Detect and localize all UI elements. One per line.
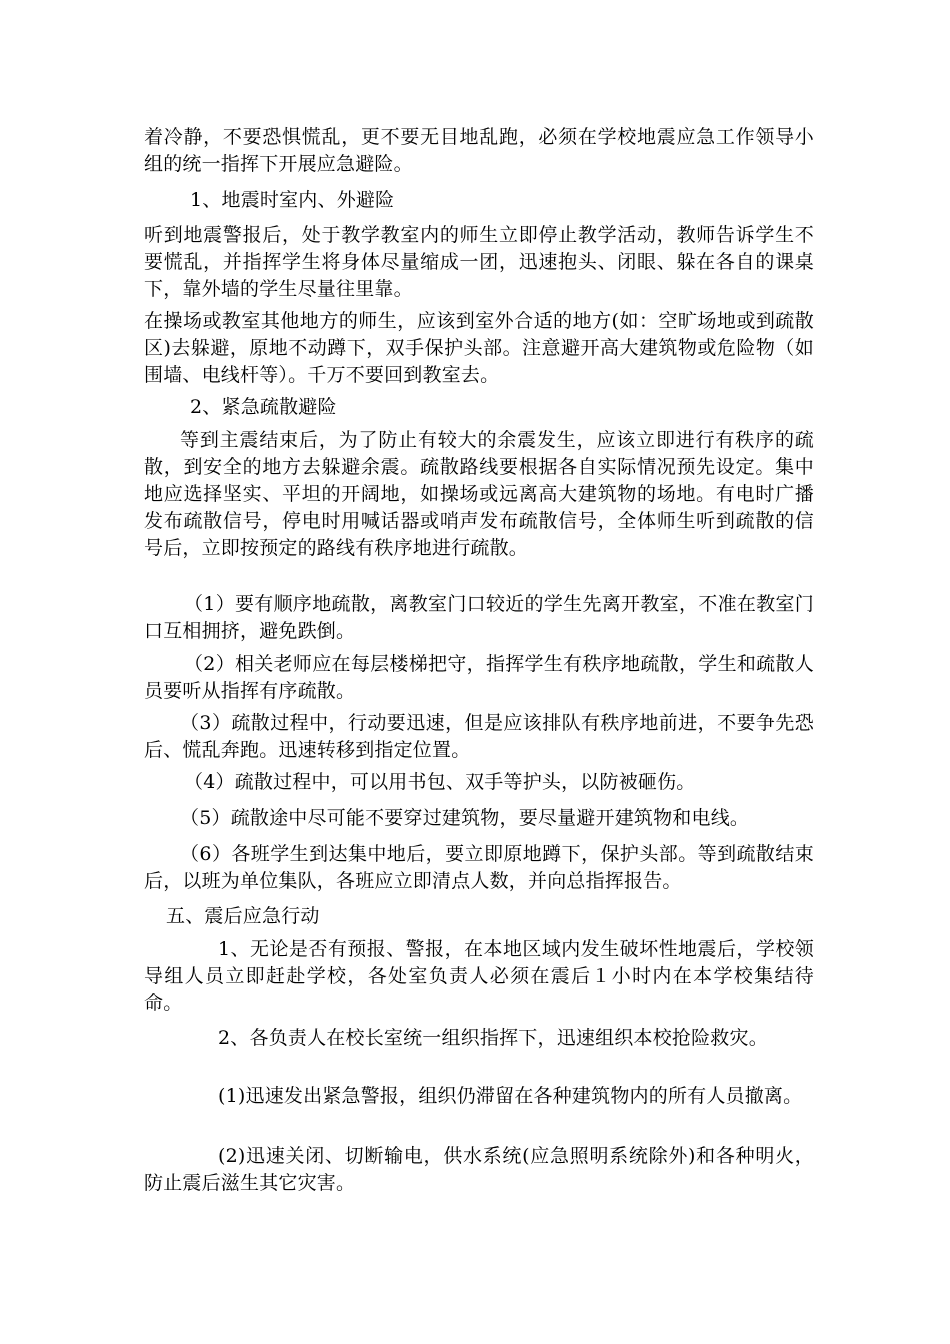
list-item-4: （4）疏散过程中，可以用书包、双手等护头，以防被砸伤。 bbox=[184, 771, 696, 793]
heading-indoor-outdoor: 1、地震时室内、外避险 bbox=[190, 189, 395, 211]
list-item-1: （1）要有顺序地疏散，离教室门口较近的学生先离开教室，不准在教室门口互相拥挤，避免跌倒。 bbox=[144, 593, 814, 642]
paragraph-outdoor: 在操场或教室其他地方的师生，应该到室外合适的地方(如：空旷场地或到疏散区)去躲避，原地不动蹲下，双手保护头部。注意避开高大建筑物或危险物（如围墙、电线杆等）。千万不要回到教室去。 bbox=[144, 310, 814, 386]
heading-post-quake: 五、震后应急行动 bbox=[166, 905, 320, 927]
paragraph-intro: 着冷静，不要恐惧慌乱，更不要无目地乱跑，必须在学校地震应急工作领导小组的统一指挥下开展应急避险。 bbox=[144, 126, 814, 175]
list-item-3: （3）疏散过程中，行动要迅速，但是应该排队有秩序地前进，不要争先恐后、慌乱奔跑。迅速转移到指定位置。 bbox=[144, 712, 814, 761]
paragraph-post-2: 2、各负责人在校长室统一组织指挥下，迅速组织本校抢险救灾。 bbox=[218, 1027, 768, 1049]
paragraph-indoor: 听到地震警报后，处于教学教室内的师生立即停止教学活动，教师告诉学生不要慌乱，并指挥学生将身体尽量缩成一团，迅速抱头、闭眼、躲在各自的课桌下，靠外墙的学生尽量往里靠。 bbox=[144, 224, 814, 300]
heading-evacuation: 2、紧急疏散避险 bbox=[190, 396, 337, 418]
list-item-6: （6）各班学生到达集中地后，要立即原地蹲下，保护头部。等到疏散结束后，以班为单位集队，各班应立即清点人数，并向总指挥报告。 bbox=[144, 843, 814, 892]
paragraph-evacuation: 等到主震结束后，为了防止有较大的余震发生，应该立即进行有秩序的疏散，到安全的地方去躲避余震。疏散路线要根据各自实际情况预先设定。集中地应选择坚实、平坦的开阔地，如操场或远离高大建筑物的场地。有电时广播发布疏散信号，停电时用喊话器或哨声发布疏散信号，全体师生听到疏散的信号后，立即按预定的路线有秩序地进行疏散。 bbox=[144, 429, 814, 559]
paragraph-post-2-2: (2)迅速关闭、切断输电，供水系统(应急照明系统除外)和各种明火，防止震后滋生其它灾害。 bbox=[144, 1145, 814, 1194]
paragraph-post-1: 1、无论是否有预报、警报，在本地区域内发生破坏性地震后，学校领导组人员立即赶赴学校，各处室负责人必须在震后１小时内在本学校集结待命。 bbox=[144, 938, 814, 1014]
list-item-2: （2）相关老师应在每层楼梯把守，指挥学生有秩序地疏散，学生和疏散人员要听从指挥有序疏散。 bbox=[144, 653, 814, 702]
paragraph-post-2-1: (1)迅速发出紧急警报，组织仍滞留在各种建筑物内的所有人员撤离。 bbox=[218, 1085, 803, 1107]
list-item-5: （5）疏散途中尽可能不要穿过建筑物，要尽量避开建筑物和电线。 bbox=[180, 807, 750, 829]
